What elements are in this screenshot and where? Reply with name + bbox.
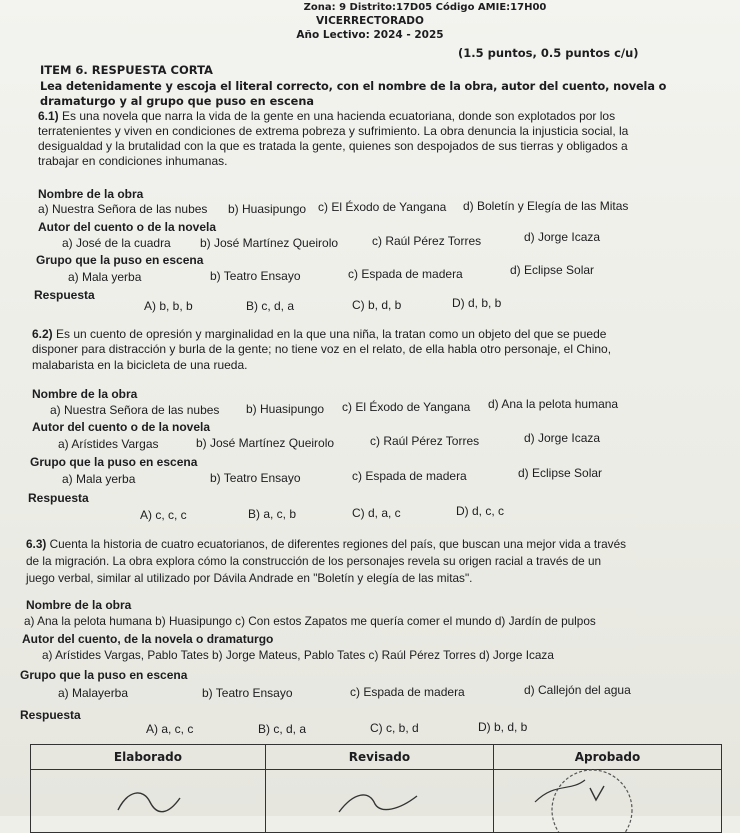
q1-grupo-option-b[interactable]: b) Teatro Ensayo bbox=[210, 269, 301, 283]
q2-text-line-1: 6.2) Es un cuento de opresión y marginalidad en la que una niña, la tratan como un objeto del que se puede bbox=[32, 327, 607, 341]
q2-autor-option-b[interactable]: b) José Martínez Queirolo bbox=[196, 436, 335, 450]
elaborado-header: Elaborado bbox=[31, 745, 266, 770]
q2-obra-label: Nombre de la obra bbox=[32, 387, 138, 401]
revisado-signature-icon bbox=[319, 780, 439, 820]
q2-text-line-2: disponer para distracción y burla de la gente; no tiene voz en el relato, de ella habla otro personaje, el Chino, bbox=[32, 342, 612, 356]
q3-answer-c[interactable]: C) c, b, d bbox=[370, 721, 419, 735]
elaborado-signature-cell bbox=[31, 770, 266, 833]
q1-autor-label: Autor del cuento o de la novela bbox=[38, 220, 217, 234]
header-zone-line: Zona: 9 Distrito:17D05 Código AMIE:17H00 bbox=[303, 2, 547, 13]
q1-obra-option-b[interactable]: b) Huasipungo bbox=[228, 202, 307, 216]
q1-autor-option-a[interactable]: a) José de la cuadra bbox=[62, 236, 171, 250]
q1-grupo-option-c[interactable]: c) Espada de madera bbox=[348, 267, 463, 281]
q3-grupo-option-d[interactable]: d) Callejón del agua bbox=[524, 683, 631, 697]
q2-obra-option-c[interactable]: c) El Éxodo de Yangana bbox=[342, 400, 471, 414]
q1-autor-option-c[interactable]: c) Raúl Pérez Torres bbox=[372, 234, 482, 248]
q2-answer-d[interactable]: D) d, c, c bbox=[456, 504, 505, 518]
q3-text-line-1: 6.3) Cuenta la historia de cuatro ecuatorianos, de diferentes regiones del país, que buscan una mejor vida a través bbox=[26, 537, 627, 551]
q3-grupo-option-b[interactable]: b) Teatro Ensayo bbox=[202, 686, 293, 700]
q1-answer-d[interactable]: D) d, b, b bbox=[452, 296, 502, 310]
q1-text-line-4: trabajar en condiciones inhumanas. bbox=[38, 154, 228, 168]
q1-grupo-label: Grupo que la puso en escena bbox=[36, 253, 204, 267]
q1-obra-option-d[interactable]: d) Boletín y Elegía de las Mitas bbox=[463, 199, 629, 213]
q2-grupo-option-a[interactable]: a) Mala yerba bbox=[62, 472, 136, 486]
q3-respuesta-label: Respuesta bbox=[20, 708, 81, 722]
q1-answer-b[interactable]: B) c, d, a bbox=[246, 299, 295, 313]
q1-answer-a[interactable]: A) b, b, b bbox=[144, 299, 193, 313]
q3-autor-options[interactable]: a) Arístides Vargas, Pablo Tates b) Jorge Mateus, Pablo Tates c) Raúl Pérez Torres d) Jorge Icaza bbox=[42, 648, 554, 662]
q1-autor-option-d[interactable]: d) Jorge Icaza bbox=[524, 230, 601, 244]
aprobado-header: Aprobado bbox=[493, 745, 721, 770]
item-instruction-2: dramaturgo y al grupo que puso en escena bbox=[40, 95, 314, 108]
q2-respuesta-label: Respuesta bbox=[28, 491, 89, 505]
q1-grupo-option-d[interactable]: d) Eclipse Solar bbox=[510, 263, 595, 277]
q1-autor-option-b[interactable]: b) José Martínez Queirolo bbox=[200, 236, 339, 250]
q3-answer-d[interactable]: D) b, d, b bbox=[478, 720, 528, 734]
q2-grupo-option-d[interactable]: d) Eclipse Solar bbox=[518, 466, 603, 480]
q3-grupo-option-c[interactable]: c) Espada de madera bbox=[350, 685, 465, 699]
q1-answer-c[interactable]: C) b, d, b bbox=[352, 298, 402, 312]
q2-answer-a[interactable]: A) c, c, c bbox=[140, 508, 187, 522]
q1-obra-option-c[interactable]: c) El Éxodo de Yangana bbox=[318, 200, 447, 214]
revisado-signature-cell bbox=[265, 770, 493, 833]
q3-obra-label: Nombre de la obra bbox=[26, 598, 132, 612]
q3-grupo-label: Grupo que la puso en escena bbox=[20, 668, 188, 682]
q2-obra-option-a[interactable]: a) Nuestra Señora de las nubes bbox=[50, 403, 220, 417]
q1-respuesta-label: Respuesta bbox=[34, 288, 95, 302]
q2-obra-option-b[interactable]: b) Huasipungo bbox=[246, 402, 325, 416]
q3-text-line-2: de la migración. La obra explora cómo la construcción de los personajes revela su origen racial a través de un bbox=[26, 554, 602, 568]
header-vicerrectorado: VICERRECTORADO bbox=[316, 15, 424, 27]
revisado-header: Revisado bbox=[265, 745, 493, 770]
q1-obra-option-a[interactable]: a) Nuestra Señora de las nubes bbox=[38, 202, 208, 216]
q1-text-line-1: 6.1) Es una novela que narra la vida de la gente en una hacienda ecuatoriana, donde son explotados por los bbox=[38, 109, 616, 123]
item-points: (1.5 puntos, 0.5 puntos c/u) bbox=[458, 46, 639, 60]
q2-answer-c[interactable]: C) d, a, c bbox=[352, 506, 401, 520]
q2-grupo-label: Grupo que la puso en escena bbox=[30, 455, 198, 469]
header-school-year: Año Lectivo: 2024 - 2025 bbox=[296, 29, 444, 41]
q3-answer-a[interactable]: A) a, c, c bbox=[146, 722, 194, 736]
q1-text-line-3: desigualdad y la brutalidad con la que es tratada la gente, quienes son despojados de sus tierras y obligados a bbox=[38, 139, 628, 153]
q2-answer-b[interactable]: B) a, c, b bbox=[248, 507, 297, 521]
q1-grupo-option-a[interactable]: a) Mala yerba bbox=[68, 270, 142, 284]
q1-text-line-2: terratenientes y viven en condiciones de extrema pobreza y sufrimiento. La obra denuncia la injusticia social, la bbox=[38, 124, 629, 138]
q2-autor-option-d[interactable]: d) Jorge Icaza bbox=[524, 431, 601, 445]
approval-stamp-icon bbox=[530, 762, 660, 832]
elaborado-signature-icon bbox=[88, 780, 208, 820]
q2-obra-option-d[interactable]: d) Ana la pelota humana bbox=[488, 397, 619, 411]
q2-grupo-option-c[interactable]: c) Espada de madera bbox=[352, 469, 467, 483]
q2-grupo-option-b[interactable]: b) Teatro Ensayo bbox=[210, 471, 301, 485]
q3-answer-b[interactable]: B) c, d, a bbox=[258, 722, 307, 736]
q3-text-line-3: juego verbal, similar al utilizado por Dávila Andrade en "Boletín y elegía de las mitas". bbox=[26, 571, 473, 585]
item-instruction-1: Lea detenidamente y escoja el literal correcto, con el nombre de la obra, autor del cuento, novela o bbox=[40, 80, 667, 93]
q2-autor-option-a[interactable]: a) Arístides Vargas bbox=[58, 437, 159, 451]
q2-text-line-3: malabarista en la bicicleta de una rueda. bbox=[32, 358, 248, 372]
q3-grupo-option-a[interactable]: a) Malayerba bbox=[58, 686, 129, 700]
item-title: ITEM 6. RESPUESTA CORTA bbox=[40, 63, 213, 77]
q1-obra-label: Nombre de la obra bbox=[38, 187, 144, 201]
q3-obra-options[interactable]: a) Ana la pelota humana b) Huasipungo c) Con estos Zapatos me quería comer el mundo d) Jardín de pulpos bbox=[24, 614, 596, 628]
q3-autor-label: Autor del cuento, de la novela o dramaturgo bbox=[22, 632, 274, 646]
q2-autor-label: Autor del cuento o de la novela bbox=[32, 420, 211, 434]
q2-autor-option-c[interactable]: c) Raúl Pérez Torres bbox=[370, 434, 480, 448]
